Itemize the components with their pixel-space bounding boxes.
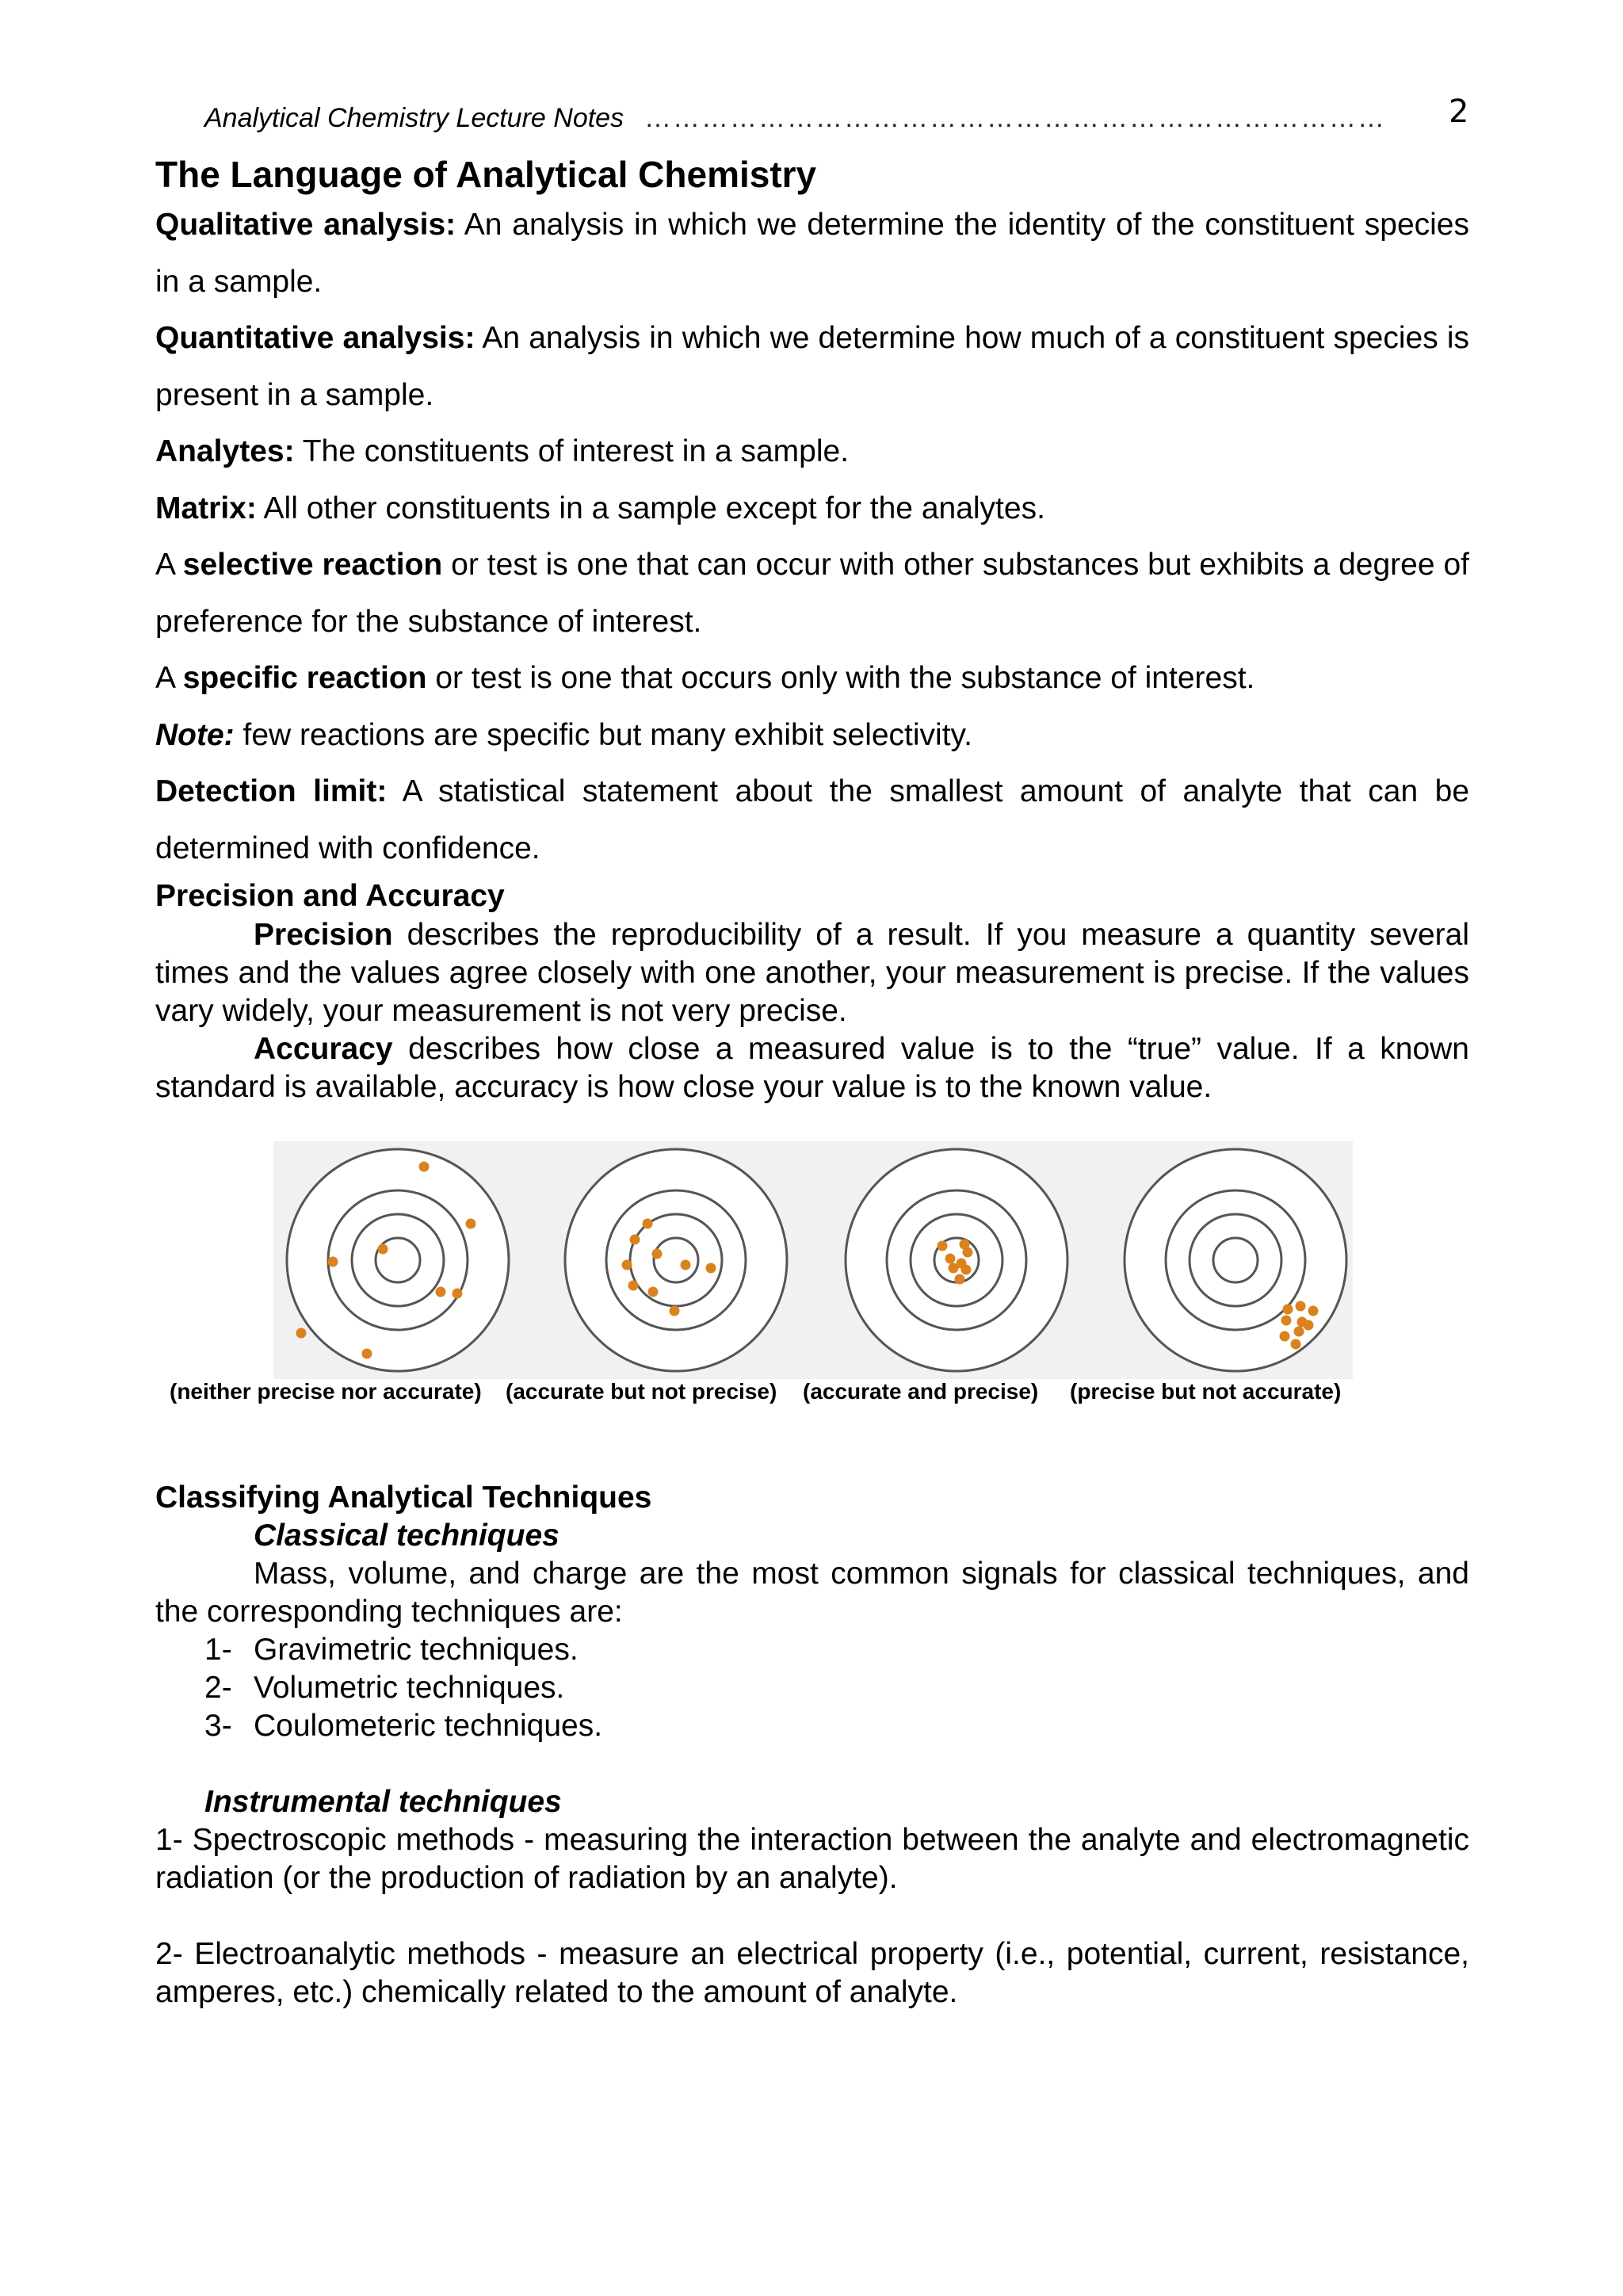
- shot-dot: [949, 1263, 959, 1274]
- pre-specific: A: [155, 661, 183, 695]
- target-4: [1125, 1149, 1346, 1371]
- shot-dot: [436, 1287, 446, 1297]
- target-3: [846, 1149, 1067, 1371]
- running-header: [204, 103, 1472, 143]
- text-detection: A statistical statement about the smallest amount of analyte that can be determined with confidence.: [155, 774, 1470, 865]
- shot-dot: [419, 1162, 430, 1172]
- shot-dot: [1294, 1327, 1304, 1337]
- shot-dot: [963, 1247, 973, 1258]
- term-quantitative: Quantitative analysis:: [155, 321, 475, 355]
- list-item: [155, 1631, 1469, 1669]
- definition-matrix: [155, 480, 1469, 537]
- header-dot-leader: ……………………………………………………………………: [644, 103, 1386, 133]
- text-qualitative: An analysis in which we determine the identity of the constituent species in a sample.: [155, 208, 1469, 299]
- list-number: 3-: [204, 1709, 232, 1743]
- text-selective: or test is one that can occur with other substances but exhibits a degree of preference for the substance of interest.: [155, 548, 1469, 639]
- shot-dot: [706, 1263, 716, 1274]
- text-specific: or test is one that occurs only with the substance of interest.: [426, 661, 1255, 695]
- definition-specific: [155, 650, 1469, 707]
- term-accuracy: Accuracy: [254, 1032, 393, 1066]
- shot-dot: [652, 1249, 663, 1259]
- definition-detection: [155, 763, 1469, 877]
- shot-dot: [1280, 1331, 1290, 1342]
- term-specific: specific reaction: [182, 661, 427, 695]
- shot-dot: [466, 1219, 476, 1229]
- shot-dot: [328, 1257, 338, 1267]
- running-title: Analytical Chemistry Lecture Notes: [204, 103, 624, 133]
- shot-dot: [296, 1328, 307, 1339]
- shot-dot: [628, 1281, 639, 1291]
- note: [155, 707, 1469, 764]
- shot-dot: [681, 1260, 691, 1270]
- precision-accuracy-heading: Precision and Accuracy: [155, 879, 505, 913]
- shot-dot: [1283, 1305, 1293, 1315]
- text-analytes: The constituents of interest in a sample.: [294, 434, 850, 468]
- figure-captions: [155, 1379, 1423, 1411]
- shot-dot: [630, 1235, 640, 1245]
- text-note: few reactions are specific but many exhibit selectivity.: [234, 717, 972, 752]
- term-matrix: Matrix:: [155, 491, 257, 525]
- list-item: [155, 1707, 1469, 1745]
- shot-dot: [955, 1274, 965, 1285]
- term-selective: selective reaction: [182, 548, 443, 582]
- target-figure: [273, 1141, 1353, 1379]
- shot-dot: [961, 1265, 972, 1275]
- list-text: Coulometeric techniques.: [254, 1709, 603, 1743]
- classical-heading: Classical techniques: [254, 1519, 559, 1553]
- instrumental-heading: Instrumental techniques: [204, 1785, 562, 1819]
- target-ring: [565, 1149, 787, 1371]
- target-ring: [846, 1149, 1067, 1371]
- shot-dot: [378, 1244, 388, 1255]
- instrumental-item-1: 1- Spectroscopic methods - measuring the interaction between the analyte and electromagnetic radiation (or the production of radiation by an analyte).: [155, 1823, 1469, 1895]
- classifying-heading: Classifying Analytical Techniques: [155, 1480, 652, 1515]
- shot-dot: [1304, 1320, 1314, 1331]
- term-detection: Detection limit:: [155, 774, 388, 808]
- shot-dot: [1308, 1306, 1319, 1316]
- definition-qualitative: [155, 197, 1469, 310]
- section-language: [155, 152, 1469, 1106]
- caption-neither: (neither precise nor accurate): [170, 1379, 482, 1404]
- shot-dot: [938, 1241, 948, 1251]
- caption-accurate-not-precise: (accurate but not precise): [506, 1379, 777, 1404]
- term-precision: Precision: [254, 918, 393, 952]
- text-accuracy: describes how close a measured value is to the “true” value. If a known standard is available, accuracy is how close your value is to the known value.: [155, 1032, 1469, 1104]
- section-classifying: [155, 1479, 1469, 2011]
- text-matrix: All other constituents in a sample except for the analytes.: [256, 491, 1045, 525]
- section-title: The Language of Analytical Chemistry: [155, 154, 817, 195]
- term-note: Note:: [155, 717, 235, 752]
- shot-dot: [622, 1260, 632, 1270]
- shot-dot: [1281, 1316, 1292, 1326]
- shot-dot: [670, 1306, 680, 1316]
- definition-analytes: [155, 423, 1469, 480]
- page-number: 2: [1449, 94, 1469, 130]
- list-number: 2-: [204, 1671, 232, 1705]
- precision-paragraph: [155, 916, 1469, 1030]
- list-item: [155, 1669, 1469, 1707]
- pre-selective: A: [155, 548, 183, 582]
- target-ring: [1125, 1149, 1346, 1371]
- list-text: Gravimetric techniques.: [254, 1633, 579, 1667]
- caption-accurate-precise: (accurate and precise): [803, 1379, 1039, 1404]
- shot-dot: [362, 1349, 372, 1359]
- shot-dot: [648, 1287, 659, 1297]
- term-analytes: Analytes:: [155, 434, 295, 468]
- targets-illustration: [273, 1141, 1353, 1379]
- accuracy-paragraph: [155, 1030, 1469, 1106]
- target-2: [565, 1149, 787, 1371]
- shot-dot: [643, 1219, 653, 1229]
- target-1: [287, 1149, 509, 1371]
- target-ring: [287, 1149, 509, 1371]
- shot-dot: [945, 1254, 956, 1264]
- list-number: 1-: [204, 1633, 232, 1667]
- shot-dot: [1296, 1301, 1306, 1312]
- term-qualitative: Qualitative analysis:: [155, 208, 456, 242]
- classical-intro: Mass, volume, and charge are the most common signals for classical techniques, and the corresponding techniques are:: [155, 1557, 1469, 1629]
- list-text: Volumetric techniques.: [254, 1671, 565, 1705]
- instrumental-item-2: 2- Electroanalytic methods - measure an electrical property (i.e., potential, current, resistance, amperes, etc.) chemically related to the amount of analyte.: [155, 1937, 1469, 2009]
- definition-quantitative: [155, 310, 1469, 423]
- text-precision: describes the reproducibility of a result. If you measure a quantity several times and the values agree closely with one another, your measurement is precise. If the values vary widely, your measurement is not very precise.: [155, 918, 1469, 1028]
- caption-precise-not-accurate: (precise but not accurate): [1070, 1379, 1342, 1404]
- shot-dot: [1291, 1339, 1301, 1350]
- definition-selective: [155, 537, 1469, 650]
- text-quantitative: An analysis in which we determine how much of a constituent species is present in a sample.: [155, 321, 1469, 412]
- shot-dot: [453, 1289, 463, 1299]
